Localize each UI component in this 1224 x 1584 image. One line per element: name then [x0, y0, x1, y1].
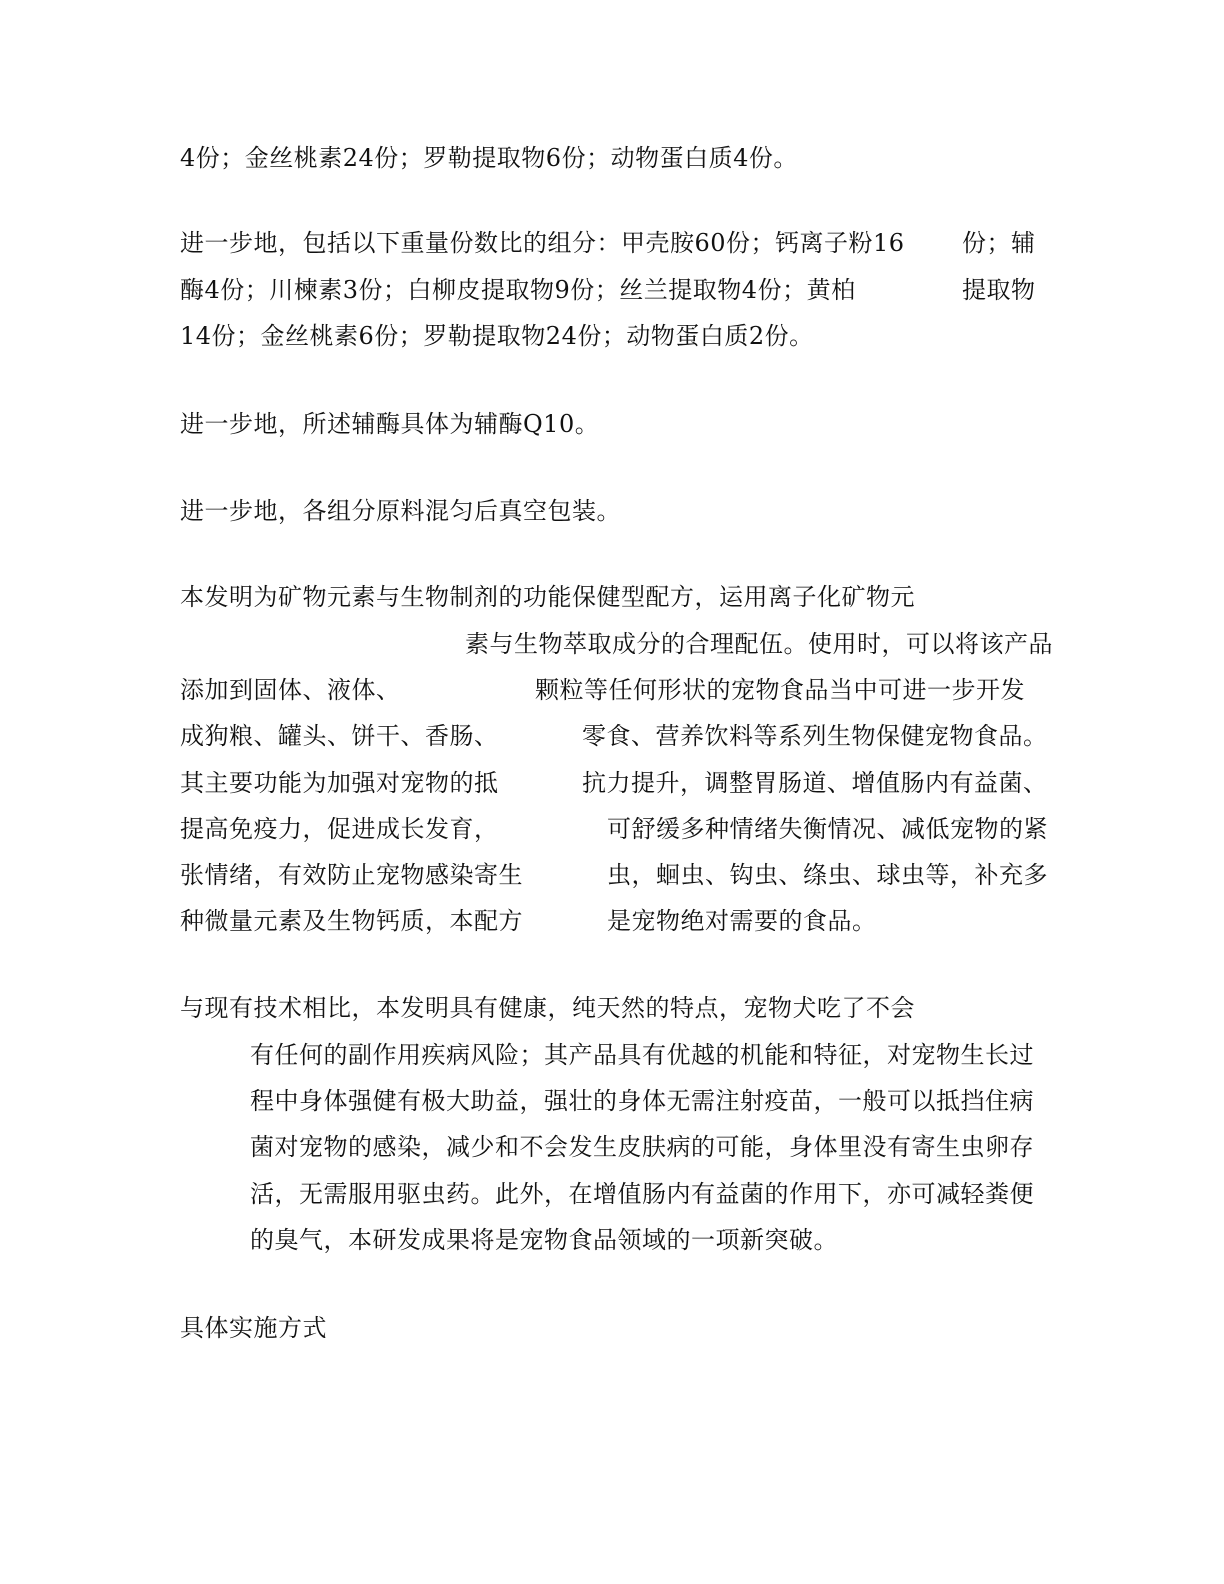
- text-line: 菌对宠物的感染，减少和不会发生皮肤病的可能，身体里没有寄生虫卵存: [250, 1133, 1034, 1161]
- text-line: 提取物: [962, 276, 1036, 304]
- text-line: 本发明为矿物元素与生物制剂的功能保健型配方，运用离子化矿物元: [180, 583, 915, 611]
- text-line: 素与生物萃取成分的合理配伍。使用时，可以将该产品: [465, 630, 1053, 658]
- text-line: 颗粒等任何形状的宠物食品当中可进一步开发: [535, 676, 1025, 704]
- text-line: 零食、营养饮料等系列生物保健宠物食品。: [582, 722, 1048, 750]
- text-line: 与现有技术相比，本发明具有健康，纯天然的特点，宠物犬吃了不会: [180, 994, 915, 1022]
- text-line: 提高免疫力，促进成长发育，: [180, 815, 499, 843]
- text-line: 张情绪，有效防止宠物感染寄生: [180, 861, 523, 889]
- text-line: 其主要功能为加强对宠物的抵: [180, 769, 499, 797]
- text-line: 14份；金丝桃素6份；罗勒提取物24份；动物蛋白质2份。: [180, 322, 814, 350]
- text-line: 活，无需服用驱虫药。此外，在增值肠内有益菌的作用下，亦可减轻粪便: [250, 1180, 1034, 1208]
- text-line: 可舒缓多种情绪失衡情况、减低宠物的紧: [607, 815, 1048, 843]
- text-line: 进一步地，所述辅酶具体为辅酶Q10。: [180, 410, 600, 438]
- text-line: 虫，蛔虫、钩虫、绦虫、球虫等，补充多: [607, 861, 1048, 889]
- text-line: 抗力提升，调整胃肠道、增值肠内有益菌、: [582, 769, 1048, 797]
- text-line: 是宠物绝对需要的食品。: [607, 907, 877, 935]
- text-line: 4份；金丝桃素24份；罗勒提取物6份；动物蛋白质4份。: [180, 144, 798, 172]
- text-line: 种微量元素及生物钙质，本配方: [180, 907, 523, 935]
- text-line: 添加到固体、液体、: [180, 676, 401, 704]
- text-line: 进一步地，包括以下重量份数比的组分：甲壳胺60份；钙离子粉16: [180, 229, 905, 257]
- text-line: 酶4份；川楝素3份；白柳皮提取物9份；丝兰提取物4份；黄柏: [180, 276, 856, 304]
- text-line: 成狗粮、罐头、饼干、香肠、: [180, 722, 499, 750]
- text-line: 进一步地，各组分原料混匀后真空包装。: [180, 497, 621, 525]
- text-line: 的臭气，本研发成果将是宠物食品领域的一项新突破。: [250, 1226, 838, 1254]
- text-line: 有任何的副作用疾病风险；其产品具有优越的机能和特征，对宠物生长过: [250, 1041, 1034, 1069]
- text-line: 程中身体强健有极大助益，强壮的身体无需注射疫苗，一般可以抵挡住病: [250, 1087, 1034, 1115]
- text-line: 份；辅: [962, 229, 1036, 257]
- section-heading: 具体实施方式: [180, 1314, 327, 1342]
